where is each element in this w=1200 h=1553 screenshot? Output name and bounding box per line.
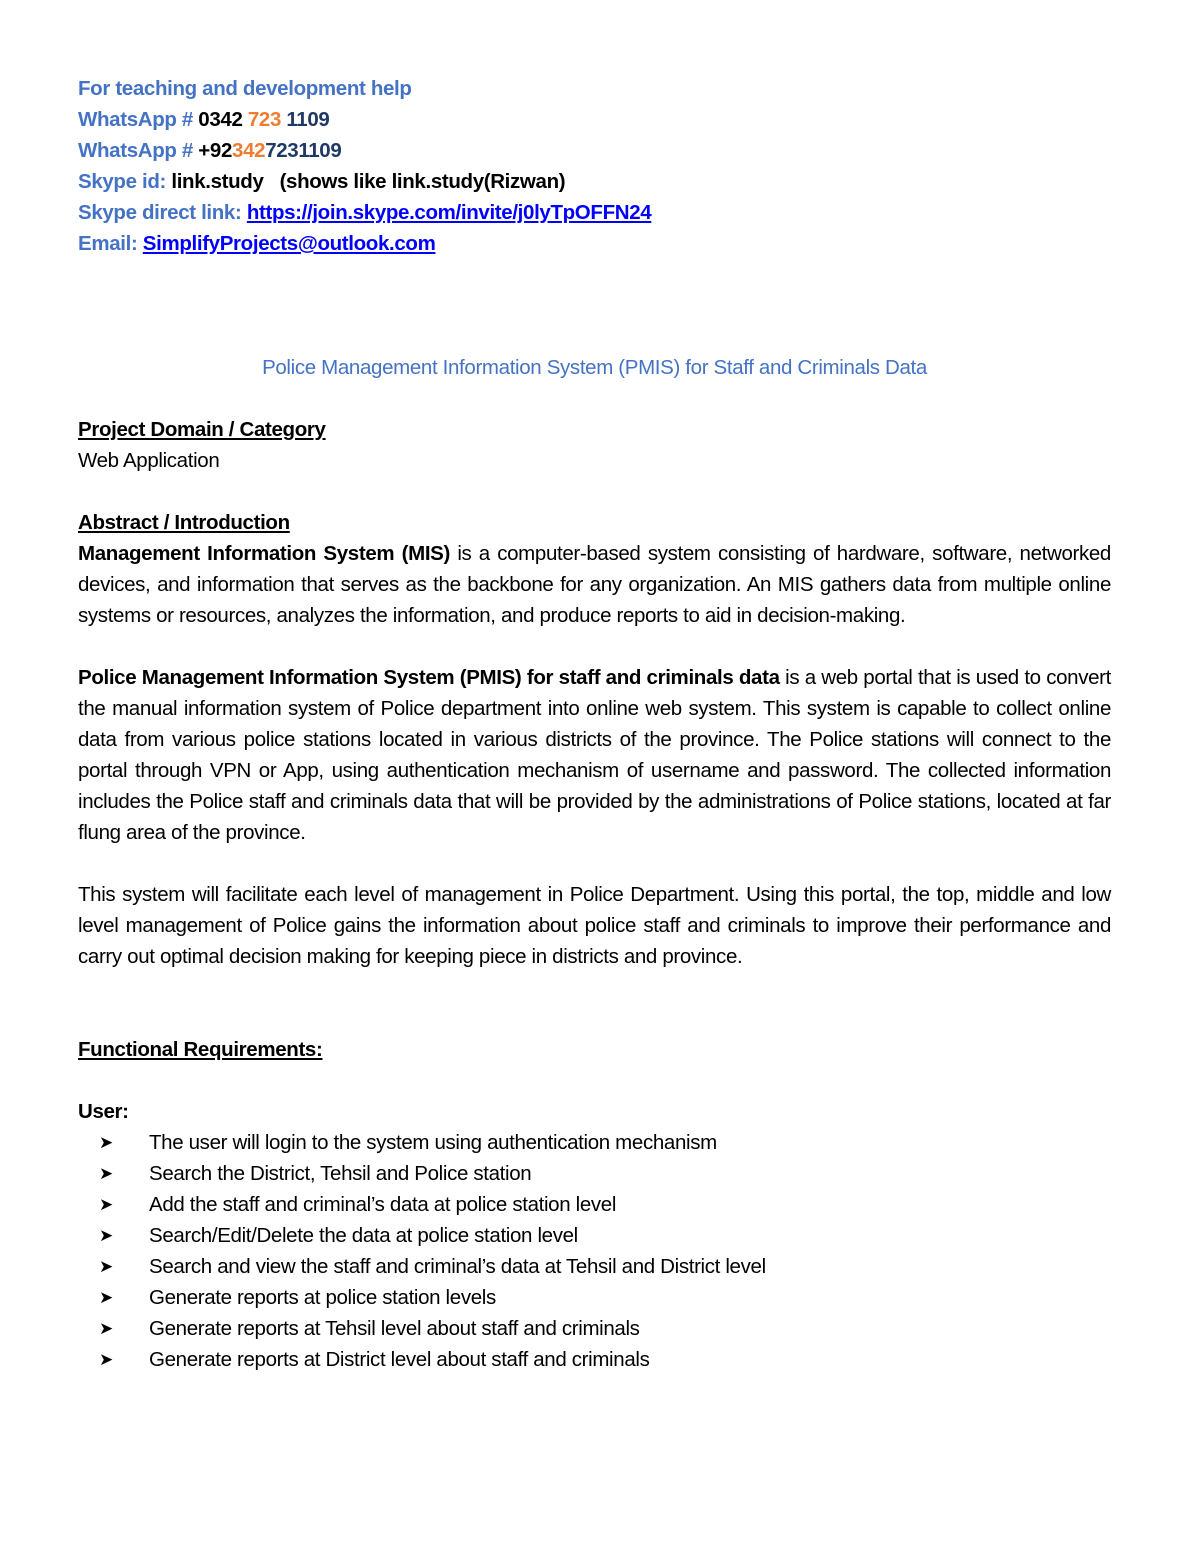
whatsapp-number-part: 1109 <box>281 108 330 131</box>
user-requirements-list <box>78 1127 1111 1375</box>
whatsapp-number-part: 7231109 <box>265 139 342 162</box>
email-line <box>78 228 1111 259</box>
list-item <box>99 1282 1111 1313</box>
list-item <box>99 1220 1111 1251</box>
document-page <box>78 73 1111 1375</box>
requirement-text: Search the District, Tehsil and Police station <box>149 1162 532 1185</box>
arrowhead-bullet-icon: ➤ <box>99 1226 113 1245</box>
pmis-term: Police Management Information System (PMIS) for staff and criminals data <box>78 666 780 689</box>
requirement-text: The user will login to the system using authentication mechanism <box>149 1131 717 1154</box>
whatsapp-label: WhatsApp # <box>78 139 199 162</box>
abstract-paragraph-3: This system will facilitate each level of management in Police Department. Using this portal, the top, middle and low level management of Police gains the information about police staff and criminals to improve their performance and carry out optimal decision making for keeping piece in districts and province. <box>78 883 1111 968</box>
contact-heading: For teaching and development help <box>78 77 412 100</box>
skype-link-label: Skype direct link: <box>78 201 247 224</box>
requirement-text: Generate reports at police station levels <box>149 1286 496 1309</box>
whatsapp-number-part: 342 <box>232 139 266 162</box>
paragraph-text: is a web portal that is used to convert the manual information system of Police department into online web system. This system is capable to collect online data from various police stations located in various districts of the province. The Police stations will connect to the portal through VPN or App, using authentication mechanism of username and password. The collected information includes the Police staff and criminals data that will be provided by the administrations of Police stations, located at far flung area of the province. <box>78 666 1111 844</box>
requirement-text: Search/Edit/Delete the data at police station level <box>149 1224 578 1247</box>
skype-id-label: Skype id: <box>78 170 172 193</box>
arrowhead-bullet-icon: ➤ <box>99 1195 113 1214</box>
arrowhead-bullet-icon: ➤ <box>99 1133 113 1152</box>
email-label: Email: <box>78 232 143 255</box>
skype-direct-link[interactable]: https://join.skype.com/invite/j0lyTpOFFN24 <box>246 201 652 224</box>
paragraph-text: is a computer-based system consisting of hardware, software, networked devices, and information that serves as the backbone for any organization. An MIS gathers data from multiple online systems or resources, analyzes the information, and produce reports to aid in decision-making. <box>78 542 1111 627</box>
list-item <box>99 1344 1111 1375</box>
abstract-paragraph-1 <box>78 538 1111 631</box>
whatsapp-number-part: +92 <box>198 139 233 162</box>
list-item <box>99 1313 1111 1344</box>
whatsapp-line-1 <box>78 104 1111 135</box>
mis-term: Management Information System (MIS) <box>78 542 450 565</box>
list-item <box>99 1251 1111 1282</box>
requirement-text: Generate reports at Tehsil level about staff and criminals <box>149 1317 640 1340</box>
list-item <box>99 1189 1111 1220</box>
whatsapp-number-part: 0342 <box>198 108 248 131</box>
skype-link-line <box>78 197 1111 228</box>
user-heading: User: <box>78 1100 129 1123</box>
arrowhead-bullet-icon: ➤ <box>99 1319 113 1338</box>
arrowhead-bullet-icon: ➤ <box>99 1257 113 1276</box>
arrowhead-bullet-icon: ➤ <box>99 1350 113 1369</box>
whatsapp-line-2 <box>78 135 1111 166</box>
requirement-text: Search and view the staff and criminal’s data at Tehsil and District level <box>149 1255 766 1278</box>
arrowhead-bullet-icon: ➤ <box>99 1164 113 1183</box>
arrowhead-bullet-icon: ➤ <box>99 1288 113 1307</box>
domain-heading: Project Domain / Category <box>78 418 326 441</box>
list-item <box>99 1158 1111 1189</box>
functional-requirements-heading: Functional Requirements: <box>78 1038 323 1061</box>
skype-id-line <box>78 166 1111 197</box>
whatsapp-number-part: 723 <box>247 108 282 131</box>
list-item <box>99 1127 1111 1158</box>
abstract-heading: Abstract / Introduction <box>78 511 290 534</box>
requirement-text: Add the staff and criminal’s data at police station level <box>149 1193 617 1216</box>
email-link[interactable]: SimplifyProjects@outlook.com <box>142 232 436 255</box>
abstract-paragraph-2 <box>78 662 1111 848</box>
whatsapp-label: WhatsApp # <box>78 108 199 131</box>
skype-id-value: link.study (shows like link.study(Rizwan) <box>171 170 566 193</box>
document-title: Police Management Information System (PMIS) for Staff and Criminals Data <box>262 356 927 379</box>
requirement-text: Generate reports at District level about staff and criminals <box>149 1348 650 1371</box>
domain-value: Web Application <box>78 449 220 472</box>
